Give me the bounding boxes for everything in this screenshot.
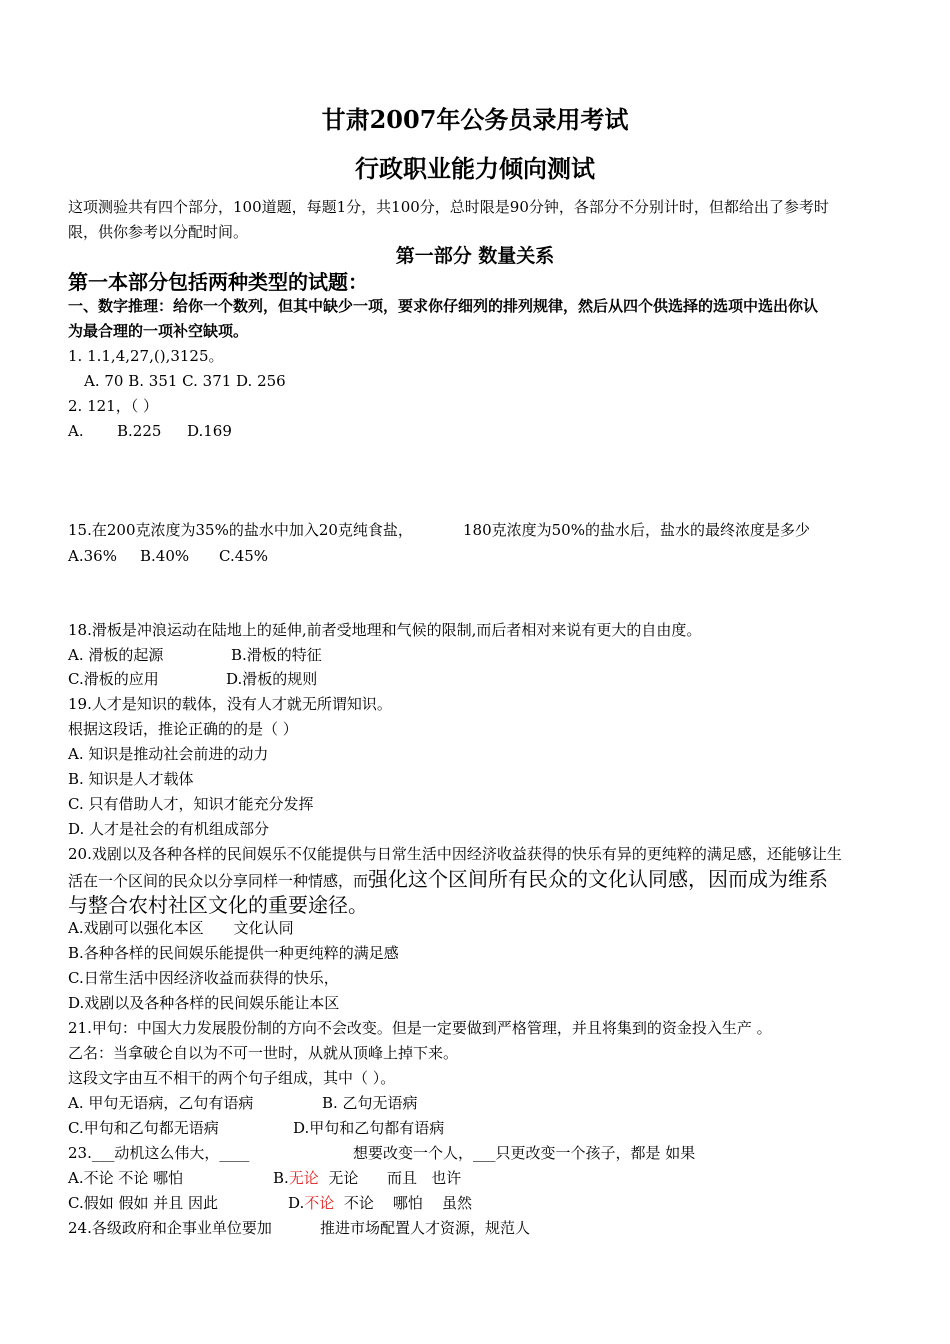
q20-option-a [68, 918, 294, 938]
q23-option-c: C.假如 假如 并且 因此 [68, 1194, 219, 1212]
q20-option-a-part2: 文化认同 [233, 919, 294, 937]
q23-option-b-rest: 无论 而且 也许 [318, 1169, 462, 1187]
q19-option-b: B. 知识是人才载体 [68, 770, 194, 788]
instruction-line-2: 为最合理的一项补空缺项。 [68, 322, 249, 340]
q24-stem-part2: 推进市场配置人才资源，规范人 [320, 1219, 531, 1237]
q20-line-3: 与整合农村社区文化的重要途径。 [68, 893, 368, 917]
q23-option-d-rest: 不论 哪怕 虽然 [334, 1194, 472, 1212]
q15-option-a: A.36% [68, 547, 117, 565]
q23-option-a: A.不论 不论 哪怕 [68, 1169, 184, 1187]
q23-option-b-label: B. [273, 1169, 289, 1187]
q18-option-c: C.滑板的应用 [68, 670, 159, 688]
q20-line-2-small: 活在一个区间的民众以分享同样一种情感，而 [68, 872, 369, 890]
q20-line-1: 20.戏剧以及各种各样的民间娱乐不仅能提供与日常生活中因经济收益获得的快乐有异的更纯粹的满足感，还能够让生 [68, 845, 842, 863]
instruction-line-1: 一、数字推理：给你一个数列，但其中缺少一项，要求你仔细列的排列规律，然后从四个供选择的选项中选出你认 [68, 297, 819, 315]
q24-stem-part1: 24.各级政府和企事业单位要加 [68, 1219, 272, 1237]
q23-option-b-red: 无论 [288, 1169, 319, 1187]
q1-options: A. 70 B. 351 C. 371 D. 256 [84, 372, 286, 390]
q21-question: 这段文字由互不相干的两个句子组成，其中（ ）。 [68, 1069, 396, 1087]
q1-stem: 1. 1.1,4,27,(),3125。 [68, 347, 224, 365]
q20-line-2 [68, 866, 828, 894]
q21-option-d: D.甲句和乙句都有语病 [293, 1119, 445, 1137]
q23-stem-part1: 23.___动机这么伟大，____ [68, 1144, 250, 1162]
q15-option-c: C.45% [219, 547, 269, 565]
q21-option-b: B. 乙句无语病 [322, 1094, 418, 1112]
q18-option-b: B.滑板的特征 [231, 646, 322, 664]
q15-option-b: B.40% [140, 547, 190, 565]
q20-option-d: D.戏剧以及各种各样的民间娱乐能让本区 [68, 994, 340, 1012]
section-title: 第一部分 数量关系 [395, 245, 555, 267]
q15-stem-part1: 15.在200克浓度为35%的盐水中加入20克纯食盐， [68, 521, 413, 539]
q23-option-d-red: 不论 [304, 1194, 335, 1212]
page-title: 甘肃2007年公务员录用考试 [321, 105, 629, 134]
section-heading: 第一本部分包括两种类型的试题： [68, 270, 368, 294]
q19-option-d: D. 人才是社会的有机组成部分 [68, 820, 270, 838]
q2-stem: 2. 121，（ ） [68, 397, 158, 415]
q20-line-2-big: 强化这个区间所有民众的文化认同感，因而成为维系 [368, 867, 829, 891]
q19-option-a: A. 知识是推动社会前进的动力 [68, 745, 269, 763]
q21-line-1: 21.甲句：中国大力发展股份制的方向不会改变。但是一定要做到严格管理，并且将集到的资金投入生产 。 [68, 1019, 772, 1037]
q2-option-b: B.225 [117, 422, 162, 440]
q18-option-d: D.滑板的规则 [226, 670, 318, 688]
q18-stem: 18.滑板是冲浪运动在陆地上的延伸,前者受地理和气候的限制,而后者相对来说有更大的自由度。 [68, 621, 702, 639]
q21-option-c: C.甲句和乙句都无语病 [68, 1119, 219, 1137]
q20-option-c: C.日常生活中因经济收益而获得的快乐， [68, 969, 339, 987]
intro-line-1: 这项测验共有四个部分，100道题，每题1分，共100分，总时限是90分钟，各部分不分别计时，但都给出了参考时 [68, 198, 829, 216]
q23-option-d [288, 1193, 472, 1213]
q2-option-a: A. [68, 422, 84, 440]
q19-stem: 19.人才是知识的载体，没有人才就无所谓知识。 [68, 695, 392, 713]
q21-line-2: 乙名：当拿破仑自以为不可一世时，从就从顶峰上掉下来。 [68, 1044, 459, 1062]
page-subtitle: 行政职业能力倾向测试 [355, 154, 595, 183]
q20-option-a-part1: A.戏剧可以强化本区 [68, 919, 204, 937]
q2-option-d: D.169 [187, 422, 232, 440]
q20-option-b: B.各种各样的民间娱乐能提供一种更纯粹的满足感 [68, 944, 399, 962]
q21-option-a: A. 甲句无语病，乙句有语病 [68, 1094, 254, 1112]
q23-option-d-label: D. [288, 1194, 305, 1212]
q18-option-a: A. 滑板的起源 [68, 646, 164, 664]
q19-question: 根据这段话，推论正确的的是（ ） [68, 720, 298, 738]
q23-stem-part2: 想要改变一个人，___只更改变一个孩子，都是 如果 [353, 1144, 696, 1162]
intro-line-2: 限，供你参考以分配时间。 [68, 223, 249, 241]
q15-stem-part2: 180克浓度为50%的盐水后，盐水的最终浓度是多少 [463, 521, 810, 539]
q19-option-c: C. 只有借助人才，知识才能充分发挥 [68, 795, 314, 813]
q23-option-b [273, 1168, 461, 1188]
